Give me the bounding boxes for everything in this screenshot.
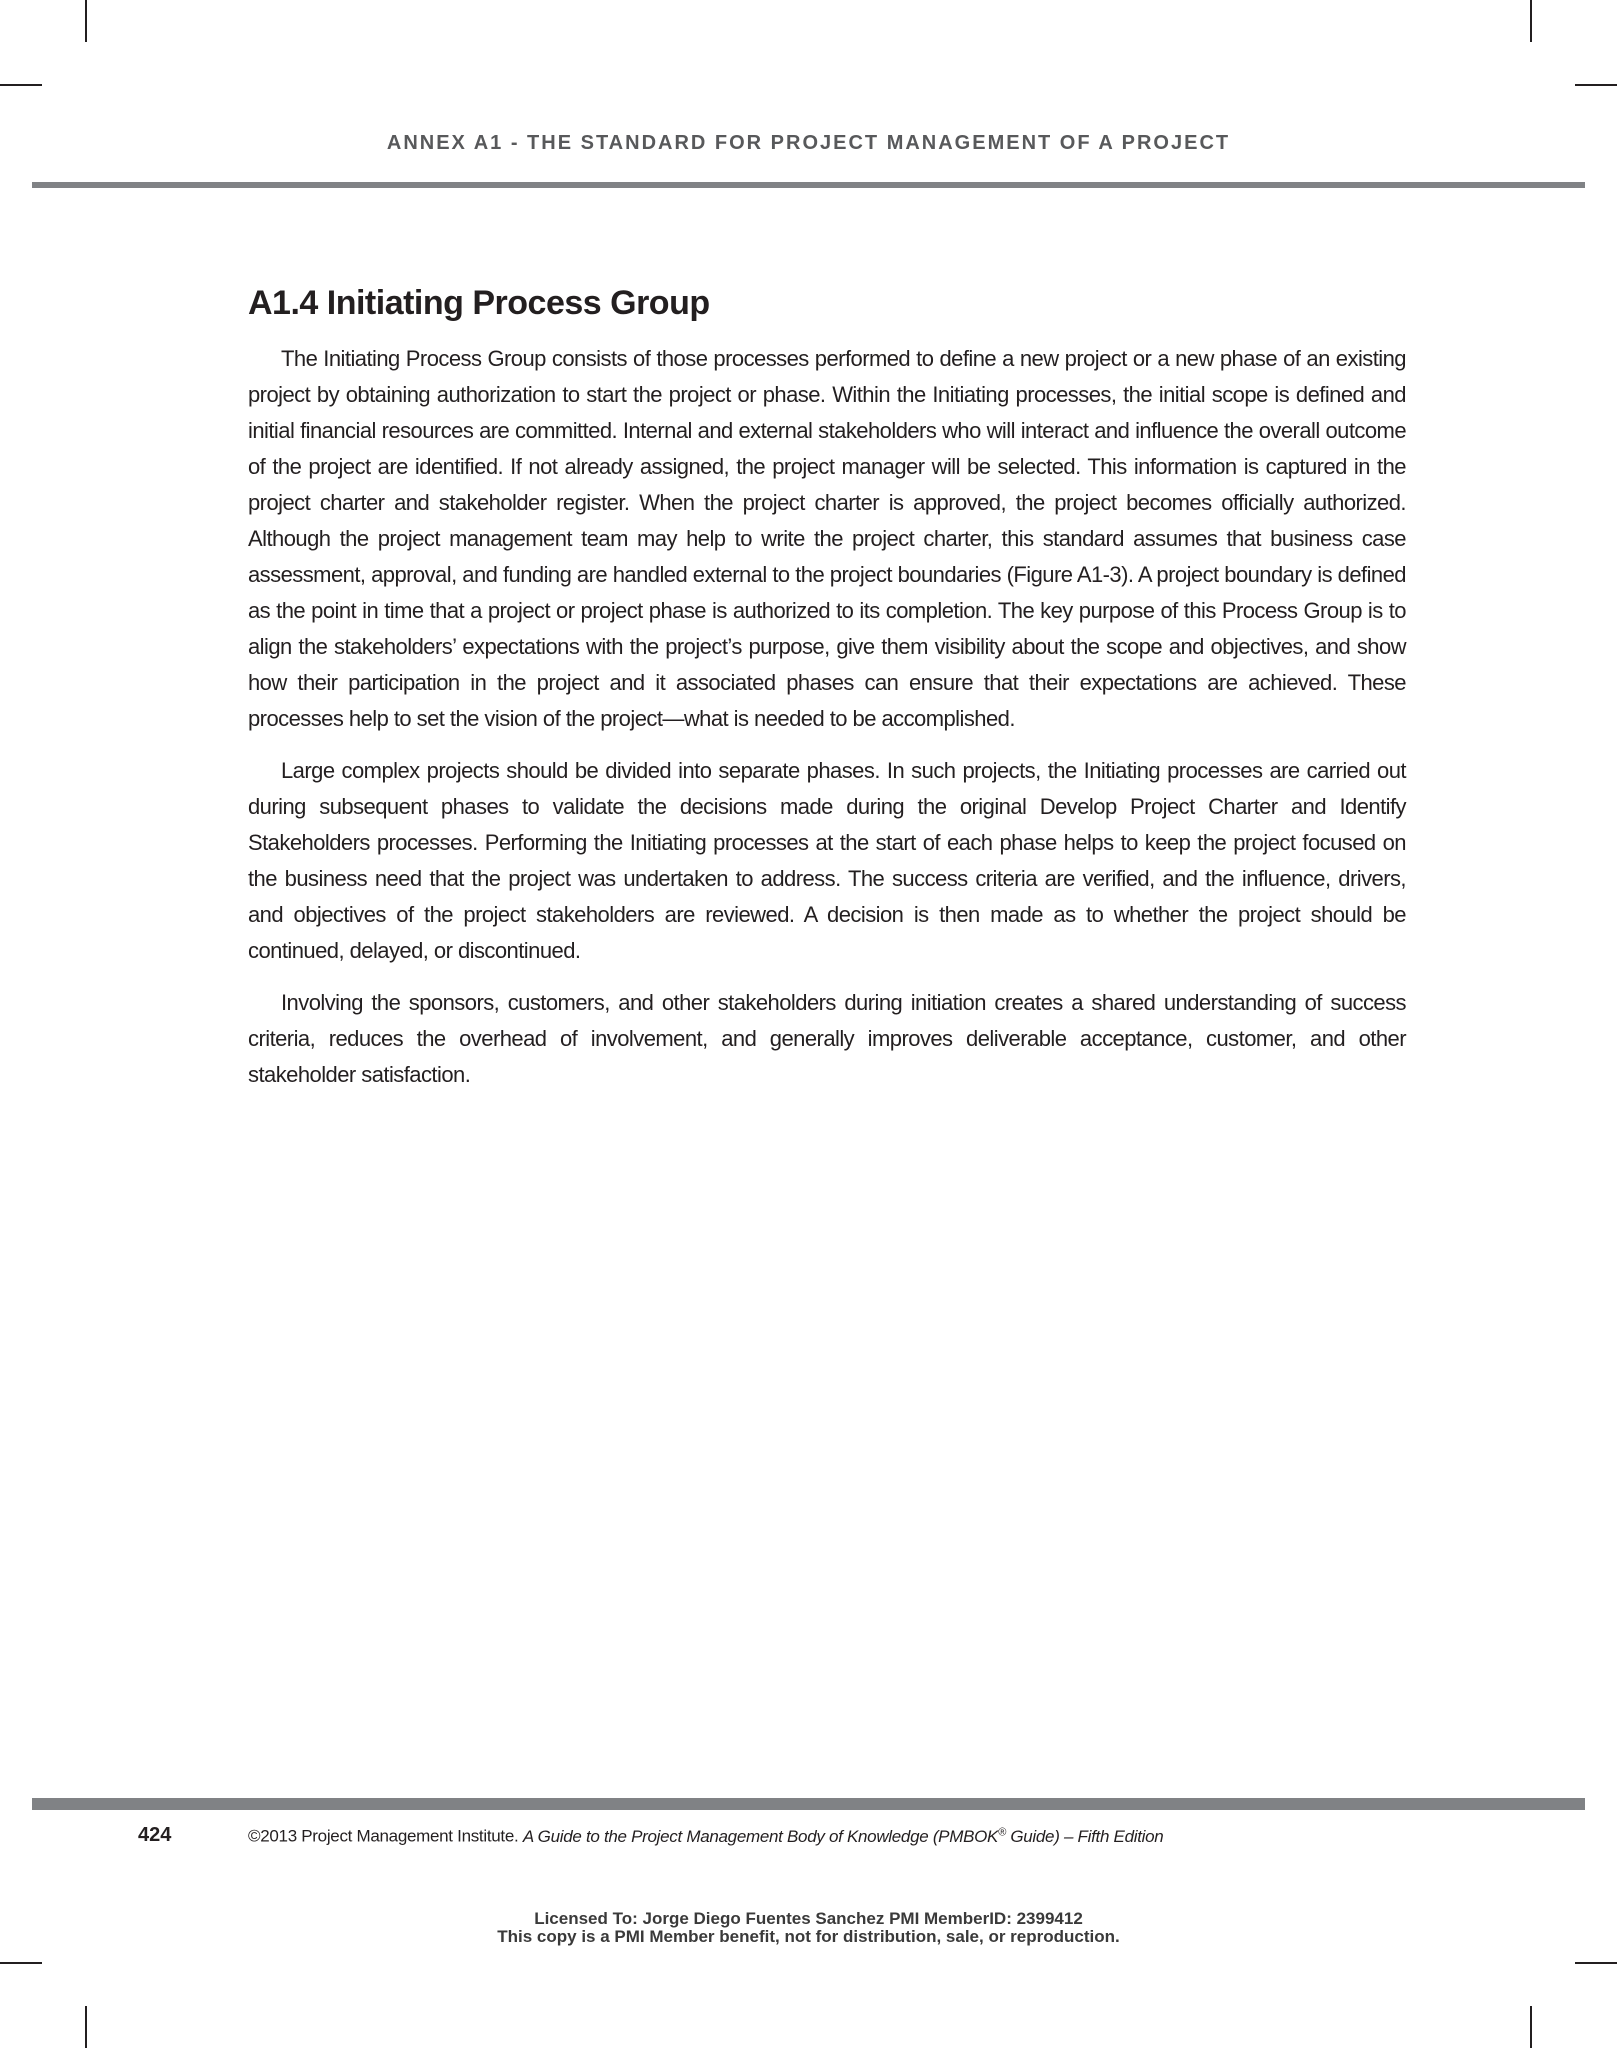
page-number: 424 [138,1824,172,1846]
copyright-notice [248,1826,1163,1847]
crop-mark-right-bottom [1575,1962,1617,1964]
footer-rule [32,1798,1585,1810]
header-rule [32,182,1585,188]
book-title [523,1827,1164,1846]
crop-mark-top-right [1530,0,1532,42]
page-content [248,284,1406,1109]
paragraph: Large complex projects should be divided into separate phases. In such projects, the Initiating processes are carried out during subsequent phases to validate the decisions made during the original Develop Project Charter and Identify Stakeholders processes. Performing the Initiating processes at the start of each phase helps to keep the project focused on the business need that the project was undertaken to address. The success criteria are verified, and the influence, drivers, and objectives of the project stakeholders are reviewed. A decision is then made as to whether the project should be continued, delayed, or discontinued. [248,758,1406,963]
paragraph: The Initiating Process Group consists of those processes performed to define a new project or a new phase of an existing project by obtaining authorization to start the project or phase. Within the Initiating processes, the initial scope is defined and initial financial resources are committed. Internal and external stakeholders who will interact and influence the overall outcome of the project are identified. If not already assigned, the project manager will be selected. This information is captured in the project charter and stakeholder register. When the project charter is approved, the project becomes officially authorized. Although the project management team may help to write the project charter, this standard assumes that business case assessment, approval, and funding are handled external to the project boundaries (Figure A1-3). A project boundary is defined as the point in time that a project or project phase is authorized to its completion. The key purpose of this Process Group is to align the stakeholders’ expectations with the project’s purpose, give them visibility about the scope and objectives, and show how their participation in the project and it associated phases can ensure that their expectations are achieved. These processes help to set the vision of the project—what is needed to be accomplished. [248,346,1406,731]
book-title-part2: Guide) – Fifth Edition [1005,1826,1164,1846]
running-header: ANNEX A1 - THE STANDARD FOR PROJECT MANAGEMENT OF A PROJECT [386,132,1231,154]
crop-mark-top-left [85,0,87,42]
registered-mark: ® [998,1826,1006,1838]
crop-mark-left-bottom [0,1962,42,1964]
paragraph: Involving the sponsors, customers, and other stakeholders during initiation creates a shared understanding of success criteria, reduces the overhead of involvement, and generally improves deliverable acceptance, customer, and other stakeholder satisfaction. [248,990,1406,1087]
copyright-prefix: ©2013 Project Management Institute. [248,1826,523,1846]
license-line-2: This copy is a PMI Member benefit, not for distribution, sale, or reproduction. [497,1927,1120,1946]
crop-mark-right-top [1575,84,1617,86]
crop-mark-bottom-left [85,2006,87,2048]
crop-mark-bottom-right [1530,2006,1532,2048]
license-notice [0,1910,1617,1946]
section-heading: A1.4 Initiating Process Group [248,284,710,322]
book-title-part1: A Guide to the Project Management Body of Knowledge (PMBOK [522,1826,999,1846]
license-line-1: Licensed To: Jorge Diego Fuentes Sanchez PMI MemberID: 2399412 [534,1909,1083,1928]
crop-mark-left-top [0,84,42,86]
